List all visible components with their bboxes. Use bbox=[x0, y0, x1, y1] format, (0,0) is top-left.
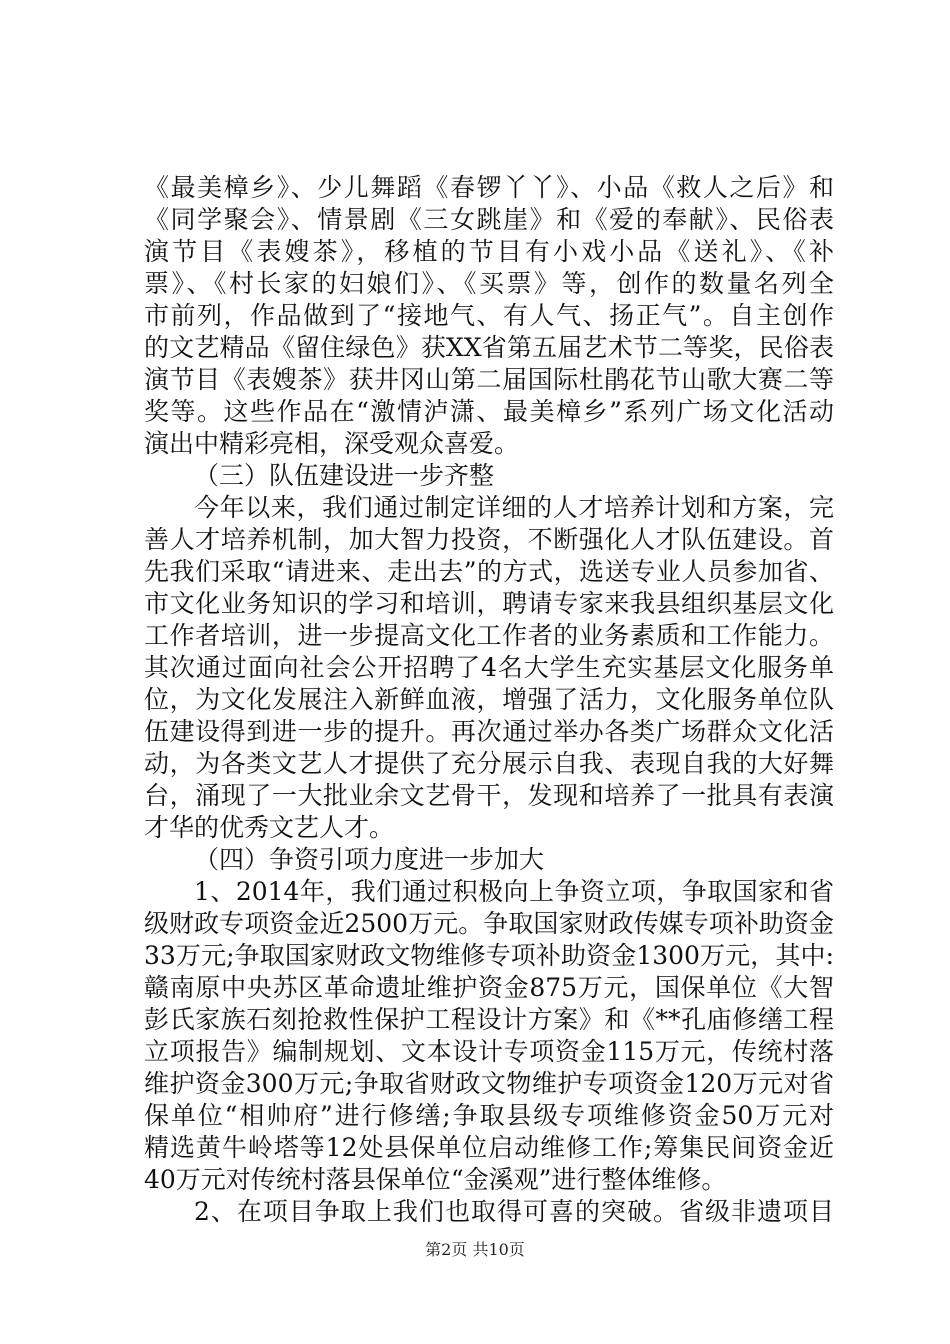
body-text bbox=[144, 172, 834, 1228]
text-line: 级财政专项资金近2500万元。争取国家财政传媒专项补助资金 bbox=[144, 909, 834, 938]
text-line: 市前列，作品做到了“接地气、有人气、扬正气”。自主创作 bbox=[144, 301, 834, 330]
text-line: 彭氏家族石刻抢救性保护工程设计方案》和《**孔庙修缮工程 bbox=[144, 1005, 834, 1034]
page-footer: 第2页 共10页 bbox=[425, 1240, 525, 1259]
text-line: 动，为各类文艺人才提供了充分展示自我、表现自我的大好舞 bbox=[144, 749, 834, 778]
text-line: 精选黄牛岭塔等12处县保单位启动维修工作;筹集民间资金近 bbox=[144, 1133, 834, 1162]
text-line: 先我们采取“请进来、走出去”的方式，选送专业人员参加省、 bbox=[144, 557, 834, 586]
text-line: 40万元对传统村落县保单位“金溪观”进行整体维修。 bbox=[144, 1165, 727, 1194]
text-line: 工作者培训，进一步提高文化工作者的业务素质和工作能力。 bbox=[144, 621, 834, 650]
text-line: 赣南原中央苏区革命遗址维护资金875万元，国保单位《大智 bbox=[144, 973, 834, 1002]
text-line: 《同学聚会》、情景剧《三女跳崖》和《爱的奉献》、民俗表 bbox=[144, 205, 834, 234]
section-heading: （四）争资引项力度进一步加大 bbox=[194, 845, 545, 874]
text-line: 演节目《表嫂茶》获井冈山第二届国际杜鹃花节山歌大赛二等 bbox=[144, 365, 834, 394]
text-line: 伍建设得到进一步的提升。再次通过举办各类广场群众文化活 bbox=[144, 717, 834, 746]
text-line: 市文化业务知识的学习和培训，聘请专家来我县组织基层文化 bbox=[144, 589, 834, 618]
text-line: 票》、《村长家的妇娘们》、《买票》等，创作的数量名列全 bbox=[144, 269, 834, 298]
text-line: 保单位“相帅府”进行修缮;争取县级专项维修资金50万元对 bbox=[144, 1101, 834, 1130]
text-line: 演节目《表嫂茶》，移植的节目有小戏小品《送礼》、《补 bbox=[144, 237, 834, 266]
text-line: 立项报告》编制规划、文本设计专项资金115万元，传统村落 bbox=[144, 1037, 834, 1066]
text-line: 其次通过面向社会公开招聘了4名大学生充实基层文化服务单 bbox=[144, 653, 834, 682]
text-line: 才华的优秀文艺人才。 bbox=[144, 813, 395, 842]
text-line: 奖等。这些作品在“激情泸潇、最美樟乡”系列广场文化活动 bbox=[144, 397, 834, 426]
text-line: 33万元;争取国家财政文物维修专项补助资金1300万元，其中: bbox=[144, 941, 834, 970]
section-heading: （三）队伍建设进一步齐整 bbox=[194, 461, 495, 490]
text-line: 台，涌现了一大批业余文艺骨干，发现和培养了一批具有表演 bbox=[144, 781, 834, 810]
text-line: 今年以来，我们通过制定详细的人才培养计划和方案，完 bbox=[194, 493, 834, 522]
text-line: 演出中精彩亮相，深受观众喜爱。 bbox=[144, 429, 520, 458]
text-line: 位，为文化发展注入新鲜血液，增强了活力，文化服务单位队 bbox=[144, 685, 834, 714]
text-line: 维护资金300万元;争取省财政文物维护专项资金120万元对省 bbox=[144, 1069, 834, 1098]
text-line: 《最美樟乡》、少儿舞蹈《春锣丫丫》、小品《救人之后》和 bbox=[144, 173, 834, 202]
text-line: 的文艺精品《留住绿色》获XX省第五届艺术节二等奖，民俗表 bbox=[144, 333, 834, 362]
text-line: 善人才培养机制，加大智力投资，不断强化人才队伍建设。首 bbox=[144, 525, 834, 554]
text-line: 2、在项目争取上我们也取得可喜的突破。省级非遗项目 bbox=[194, 1197, 834, 1226]
text-line: 1、2014年，我们通过积极向上争资立项，争取国家和省 bbox=[194, 877, 834, 906]
